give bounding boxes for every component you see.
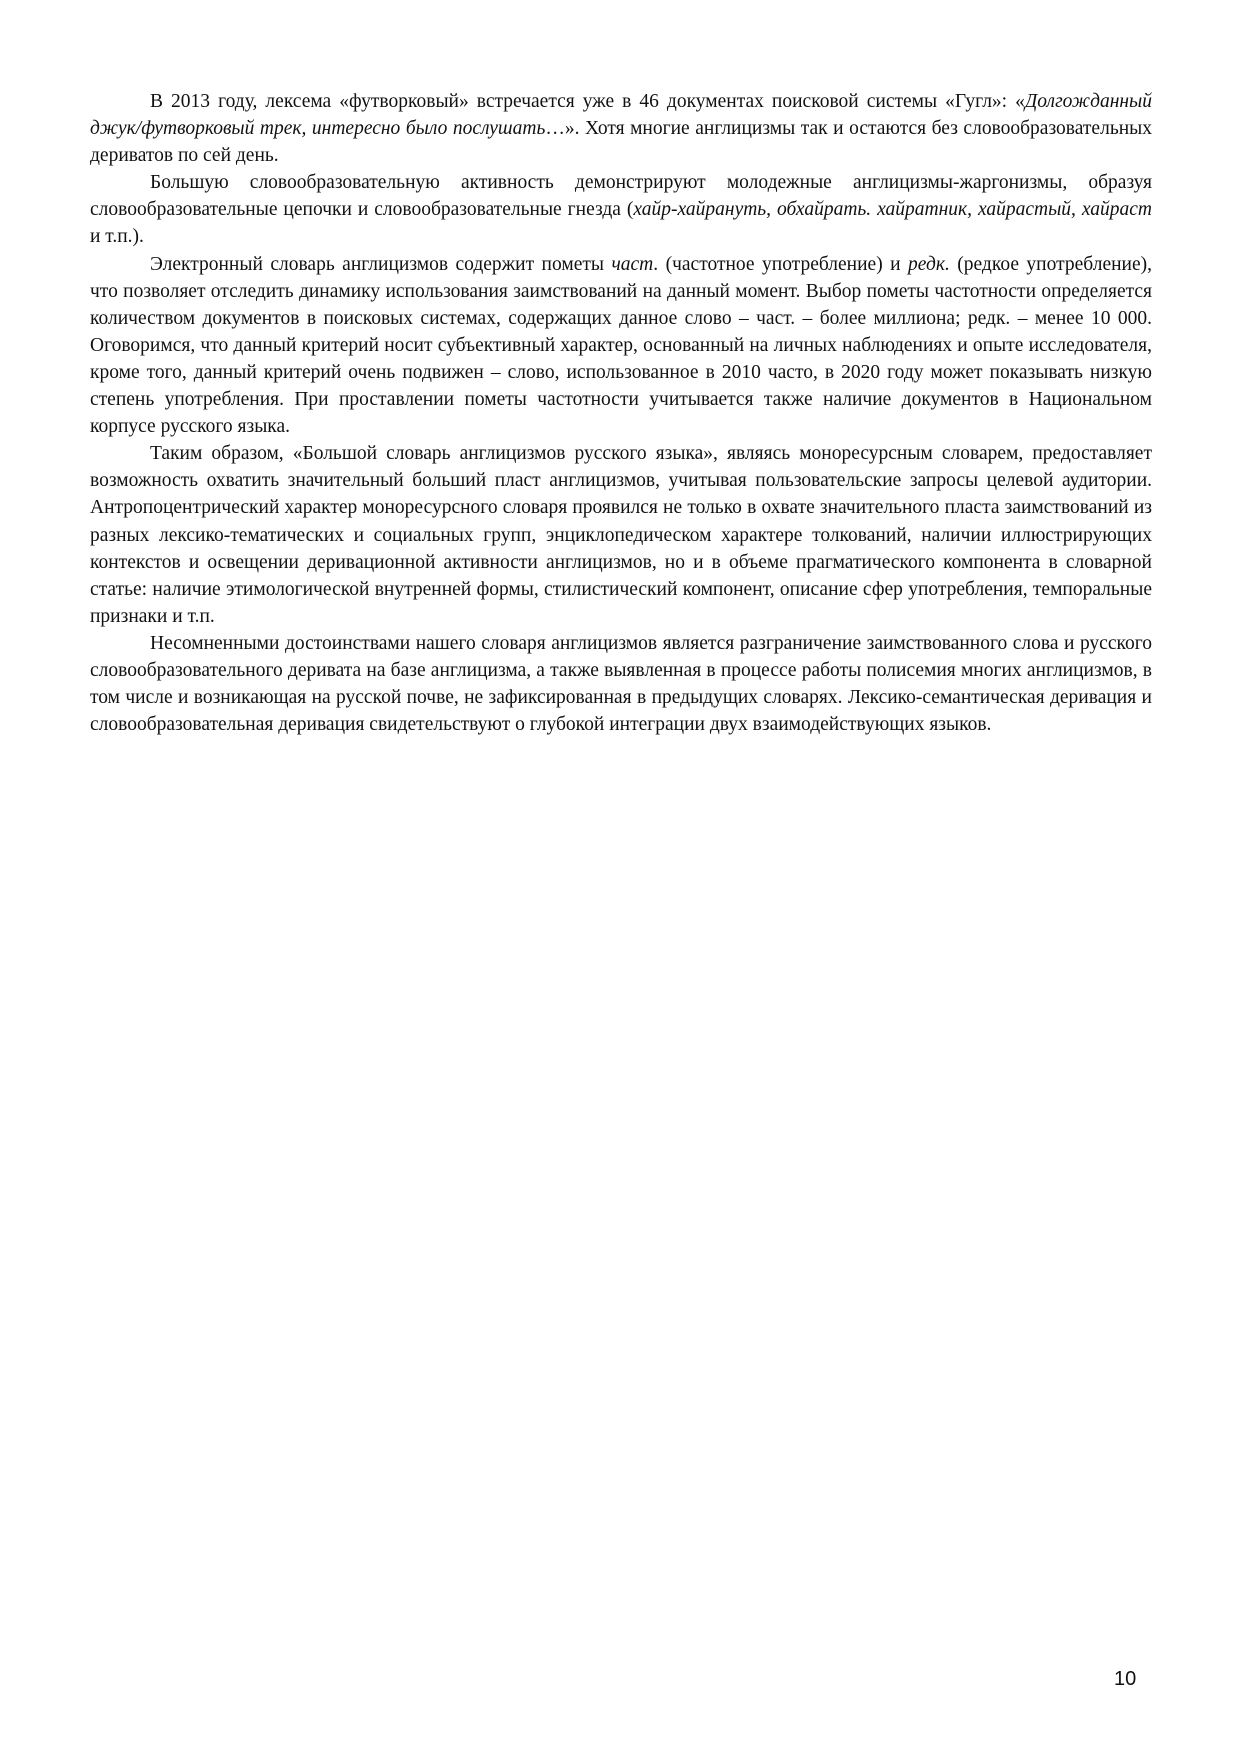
- paragraph: [90, 440, 1152, 630]
- body-text: [90, 88, 1152, 738]
- text-run: Таким образом, «Большой словарь англицизмов русского языка», являясь монoресурсным словарем, предоставляет возможность охватить значительный больший пласт англицизмов, учитывая пользовательские запросы целевой аудитории. Антропоцентрический характер монoресурсного словаря проявился не только в охвате значительного пласта заимствований из разных лексико-тематических и социальных групп, энциклопедическом характере толкований, наличии иллюстрирующих контекстов и освещении деривaционной активности англицизмов, но и в объеме прагматического компонента в словарной статье: наличие этимологической внутренней формы, стилистический компонент, описание сфер употребления, темпоральные признаки и т.п.: [90, 443, 1152, 627]
- text-run: Большую словообразовательную активность демонстрируют молодежные англицизмы-жаргонизмы, образуя словообразовательные цепочки и словообразовательные гнезда (: [90, 172, 1152, 221]
- italic-text-run: Долгожданный джук/футворковый трек, интересно было послушать: [90, 91, 1152, 140]
- paragraph: [90, 88, 1152, 169]
- italic-text-run: хайр-хайрануть, обхайрать. хайратник, хайрастый, хайраст: [633, 199, 1152, 221]
- paragraph: [90, 251, 1152, 441]
- text-run: (редкое употребление), что позволяет отследить динамику использования заимствований на данный момент. Выбор пометы частотности определяется количеством документов в поисковых системах, содержащих данное слово – част. – более миллиона; редк. – менее 10 000. Оговоримся, что данный критерий носит субъективный характер, основанный на личных наблюдениях и опыте исследователя, кроме того, данный критерий очень подвижен – слово, использованное в 2010 часто, в 2020 году может показывать низкую степень употребления. При проставлении пометы частотности учитывается также наличие документов в Национальном корпусе русского языка.: [90, 253, 1152, 438]
- page-number: 10: [1114, 1668, 1137, 1690]
- text-run: В 2013 году, лексема «футворковый» встречается уже в 46 документах поисковой системы «Гугл»: «: [150, 91, 1025, 112]
- text-run: и т.п.).: [90, 226, 144, 248]
- paragraph: [90, 630, 1152, 738]
- italic-text-run: част: [611, 253, 654, 275]
- paragraph: [90, 169, 1152, 250]
- text-run: Электронный словарь англицизмов содержит пометы: [150, 253, 612, 275]
- italic-text-run: редк.: [908, 253, 950, 275]
- text-run: …». Хотя многие англицизмы так и остаются без словообразовательных дериватов по сей день.: [90, 118, 1152, 167]
- text-run: . (частотное употребление) и: [653, 253, 909, 275]
- text-run: Несомненными достоинствами нашего словаря англицизмов является разграничение заимствованного слова и русского словообразовательного деривата на базе англицизма, а также выявленная в процессе работы полисемия многих англицизмов, в том числе и возникающая на русской почве, не зафиксированная в предыдущих словарях. Лексико-семантическая деривация и словообразовательная деривация свидетельствуют о глубокой интеграции двух взаимодействующих языков.: [90, 632, 1152, 736]
